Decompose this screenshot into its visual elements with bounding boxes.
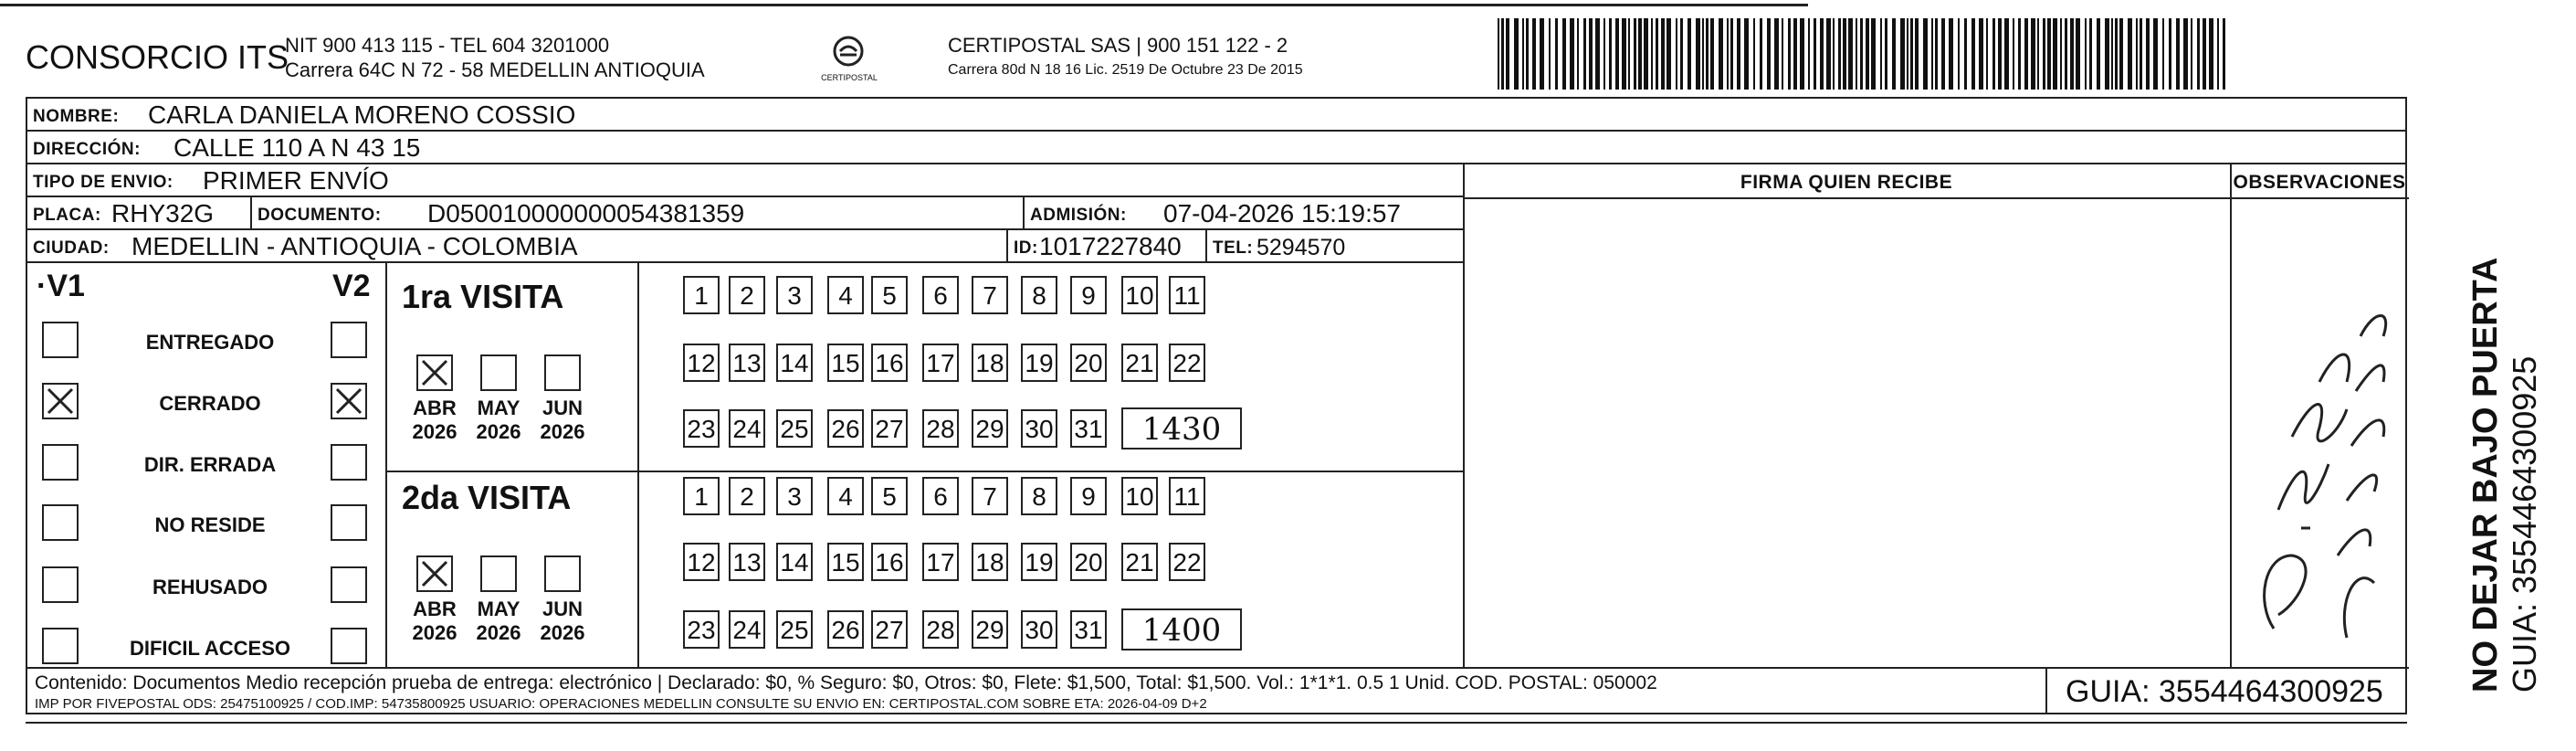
barcode-bar (1800, 18, 1804, 90)
month-name: ABR (413, 397, 457, 419)
barcode-bar (1958, 18, 1960, 90)
v1-checkbox[interactable] (42, 383, 79, 419)
direccion-label: DIRECCIÓN: (33, 140, 141, 159)
month-checkbox[interactable] (416, 555, 453, 592)
barcode-bar (2053, 18, 2057, 90)
barcode-bar (1727, 18, 1729, 90)
barcode-bar (1532, 18, 1536, 90)
day-box[interactable]: 13 (729, 344, 765, 382)
x-mark-icon (418, 557, 451, 590)
barcode-bar (1555, 18, 1558, 90)
footer-guia: GUIA: 3554464300925 (2066, 674, 2383, 709)
day-box[interactable]: 28 (922, 409, 959, 448)
month-checkbox[interactable] (480, 354, 517, 391)
barcode-bar (1753, 18, 1755, 90)
company-nit: NIT 900 413 115 - TEL 604 3201000 (285, 34, 610, 57)
barcode-bar (2097, 18, 2100, 90)
barcode-bar (1814, 18, 1816, 90)
barcode-bar (1782, 18, 1783, 90)
barcode-bar (2153, 18, 2158, 90)
day-box[interactable]: 12 (683, 543, 720, 581)
barcode-bar (2065, 18, 2067, 90)
documento-value: D050010000000054381359 (427, 199, 745, 227)
barcode-bar (1986, 18, 1988, 90)
barcode-bar (2209, 18, 2213, 90)
ciudad-value: MEDELLIN - ANTIOQUIA - COLOMBIA (131, 232, 578, 260)
day-box[interactable]: 29 (972, 610, 1008, 649)
documento-label: DOCUMENTO: (258, 206, 382, 225)
barcode-bar (1885, 18, 1887, 90)
visit2-title: 2da VISITA (402, 479, 572, 516)
barcode-bar (1719, 18, 1723, 90)
barcode-bar (1998, 18, 2002, 90)
barcode-bar (1570, 18, 1574, 90)
day-box[interactable]: 10 (1121, 276, 1158, 314)
day-box[interactable]: 20 (1070, 543, 1107, 581)
barcode-bar (2070, 18, 2074, 90)
barcode-bar (2111, 18, 2113, 90)
barcode-bar (2146, 18, 2150, 90)
barcode-bar (1622, 18, 1626, 90)
barcode-bar (1880, 18, 1882, 90)
day-box[interactable]: 7 (972, 276, 1008, 314)
barcode-bar (1498, 18, 1499, 90)
ciudad-label: CIUDAD: (33, 238, 110, 258)
v2-checkbox[interactable] (331, 383, 367, 419)
status-label: CERRADO (159, 392, 261, 415)
day-box[interactable]: 30 (1021, 610, 1057, 649)
day-box[interactable]: 18 (972, 543, 1008, 581)
direccion-row (27, 132, 2405, 164)
observaciones-label: OBSERVACIONES (2233, 172, 2406, 193)
barcode-bar (1540, 18, 1544, 90)
barcode-bar (1634, 18, 1636, 90)
barcode-bar (2217, 18, 2219, 90)
nombre-label: NOMBRE: (33, 107, 120, 126)
v2-checkbox[interactable] (331, 322, 367, 358)
barcode-bar (2085, 18, 2087, 90)
tipo-value: PRIMER ENVÍO (203, 166, 389, 195)
divider (250, 197, 252, 228)
day-box[interactable]: 8 (1021, 276, 1057, 314)
month-checkbox[interactable] (544, 354, 581, 391)
x-mark-icon (418, 356, 451, 389)
day-box[interactable]: 9 (1070, 276, 1107, 314)
day-box[interactable]: 16 (871, 543, 908, 581)
barcode-bar (2037, 18, 2039, 90)
day-box[interactable]: 30 (1021, 409, 1057, 448)
barcode-bar (1760, 18, 1762, 90)
day-box[interactable]: 25 (776, 610, 813, 649)
v2-checkbox[interactable] (331, 566, 367, 603)
divider (1023, 197, 1025, 228)
tipo-label: TIPO DE ENVIO: (33, 173, 173, 192)
day-box[interactable]: 15 (827, 344, 864, 382)
month-year: 2026 (540, 420, 585, 443)
certipostal-info (948, 33, 1303, 82)
month-checkbox[interactable] (416, 354, 453, 391)
day-box[interactable]: 22 (1169, 344, 1205, 382)
footer-contenido: Contenido: Documentos Medio recepción prueba de entrega: electrónico | Declarado: $0, % Seguro: $0, Otros: $0, Flete: $1,500, Total: $1,500. Vol.: 1*1*1. 0.5 1 Unid. COD. POSTAL: 050002 (35, 672, 1657, 693)
barcode-bar (1737, 18, 1740, 90)
barcode-bar (1900, 18, 1905, 90)
day-box[interactable]: 9 (1070, 477, 1107, 515)
barcode-bar (1667, 18, 1671, 90)
barcode-bar (1971, 18, 1975, 90)
company-info (285, 33, 705, 82)
barcode-bar (1907, 18, 1908, 90)
ciudad-row (27, 230, 1463, 263)
visit-divider (385, 471, 1463, 472)
visit-time-box[interactable]: 1430 (1121, 407, 1242, 450)
day-box[interactable]: 14 (776, 344, 813, 382)
day-box[interactable]: 2 (729, 477, 765, 515)
v2-checkbox[interactable] (331, 504, 367, 541)
barcode-bar (2076, 18, 2080, 90)
visit1-title: 1ra VISITA (402, 278, 564, 315)
barcode (1498, 18, 2228, 90)
barcode-bar (1910, 18, 1913, 90)
company-name: CONSORCIO ITS (26, 38, 289, 76)
barcode-bar (1871, 18, 1876, 90)
barcode-bar (1506, 18, 1509, 90)
barcode-bar (2136, 18, 2138, 90)
barcode-bar (2140, 18, 2142, 90)
barcode-bar (1615, 18, 1619, 90)
tipo-row (27, 164, 1463, 197)
day-box[interactable]: 4 (827, 477, 864, 515)
barcode-bar (2119, 18, 2123, 90)
barcode-bar (1788, 18, 1791, 90)
month-year: 2026 (412, 420, 457, 443)
day-box[interactable]: 1 (683, 477, 720, 515)
barcode-bar (2060, 18, 2062, 90)
barcode-bar (2128, 18, 2132, 90)
barcode-bar (1979, 18, 1983, 90)
day-box[interactable]: 25 (776, 409, 813, 448)
barcode-bar (1603, 18, 1605, 90)
month-name: MAY (477, 397, 520, 419)
day-box[interactable]: 23 (683, 409, 720, 448)
v1-checkbox[interactable] (42, 322, 79, 358)
month-year: 2026 (540, 621, 585, 644)
firma-divider (1463, 164, 1465, 667)
v2-checkbox[interactable] (331, 628, 367, 664)
barcode-bar (1915, 18, 1919, 90)
barcode-bar (1702, 18, 1704, 90)
company-address: Carrera 64C N 72 - 58 MEDELLIN ANTIOQUIA (285, 58, 705, 81)
day-box[interactable]: 12 (683, 344, 720, 382)
month-year: 2026 (476, 621, 521, 644)
side-guia: GUIA: 3554464300925 (2506, 355, 2543, 693)
barcode-bar (2197, 18, 2200, 90)
month-checkbox[interactable] (544, 555, 581, 592)
barcode-bar (1661, 18, 1665, 90)
day-box[interactable]: 11 (1169, 477, 1205, 515)
day-box[interactable]: 13 (729, 543, 765, 581)
day-box[interactable]: 14 (776, 543, 813, 581)
barcode-bar (1941, 18, 1945, 90)
barcode-bar (1609, 18, 1612, 90)
status-label: REHUSADO (152, 576, 268, 598)
day-box[interactable]: 19 (1021, 543, 1057, 581)
barcode-bar (1992, 18, 1995, 90)
barcode-bar (1833, 18, 1835, 90)
month-label (403, 397, 467, 444)
day-box[interactable]: 23 (683, 610, 720, 649)
barcode-bar (1820, 18, 1824, 90)
barcode-bar (2004, 18, 2009, 90)
barcode-bar (1964, 18, 1967, 90)
footer-guia-divider (2045, 667, 2047, 714)
barcode-bar (2105, 18, 2109, 90)
day-box[interactable]: 24 (729, 409, 765, 448)
day-box[interactable]: 5 (871, 477, 908, 515)
x-mark-icon (332, 385, 365, 418)
barcode-bar (2223, 18, 2225, 90)
month-label (531, 598, 594, 645)
day-box[interactable]: 3 (776, 276, 813, 314)
months-divider (637, 263, 639, 667)
v2-checkbox[interactable] (331, 444, 367, 481)
month-label (467, 598, 531, 645)
day-box[interactable]: 24 (729, 610, 765, 649)
certipostal-name: CERTIPOSTAL SAS | 900 151 122 - 2 (948, 34, 1288, 57)
barcode-bar (1577, 18, 1579, 90)
footer-imp: IMP POR FIVEPOSTAL ODS: 25475100925 / COD.IMP: 54735800925 USUARIO: OPERACIONES MEDELLIN CONSULTE SU ENVIO EN: CERTIPOSTAL.COM SOBRE ETA: 2026-04-09 D+2 (35, 696, 1207, 712)
id-label: ID: (1014, 238, 1038, 258)
day-box[interactable]: 20 (1070, 344, 1107, 382)
barcode-bar (1931, 18, 1933, 90)
barcode-bar (1583, 18, 1586, 90)
month-name: JUN (541, 397, 583, 419)
barcode-bar (1838, 18, 1841, 90)
divider (1205, 230, 1207, 261)
barcode-bar (2024, 18, 2028, 90)
month-name: JUN (541, 598, 583, 620)
day-box[interactable]: 31 (1070, 610, 1107, 649)
day-box[interactable]: 26 (827, 610, 864, 649)
barcode-bar (1656, 18, 1658, 90)
day-box[interactable]: 11 (1169, 276, 1205, 314)
day-box[interactable]: 4 (827, 276, 864, 314)
day-box[interactable]: 3 (776, 477, 813, 515)
side-note (2466, 258, 2544, 693)
day-box[interactable]: 18 (972, 344, 1008, 382)
barcode-bar (2176, 18, 2180, 90)
barcode-bar (1808, 18, 1810, 90)
barcode-bar (1892, 18, 1896, 90)
barcode-bar (1595, 18, 1600, 90)
barcode-bar (1628, 18, 1630, 90)
day-box[interactable]: 6 (922, 276, 959, 314)
barcode-bar (1710, 18, 1714, 90)
placa-value: RHY32G (111, 199, 215, 227)
barcode-bar (1514, 18, 1519, 90)
barcode-bar (1826, 18, 1831, 90)
admision-value: 07-04-2026 15:19:57 (1163, 199, 1401, 227)
top-rule (0, 4, 1808, 6)
day-box[interactable]: 29 (972, 409, 1008, 448)
day-box[interactable]: 2 (729, 276, 765, 314)
month-label (467, 397, 531, 444)
barcode-bar (2183, 18, 2188, 90)
month-name: MAY (477, 598, 520, 620)
divider (1006, 230, 1008, 261)
barcode-bar (1526, 18, 1529, 90)
barcode-bar (1860, 18, 1863, 90)
logo-text: CERTIPOSTAL (821, 73, 878, 82)
v1-checkbox[interactable] (42, 504, 79, 541)
barcode-bar (1680, 18, 1683, 90)
barcode-bar (1793, 18, 1797, 90)
barcode-bar (2031, 18, 2035, 90)
v1-header: ·V1 (37, 269, 85, 303)
footer-divider (27, 667, 2409, 669)
tel-value: 5294570 (1256, 235, 1346, 260)
status-label: ENTREGADO (145, 331, 275, 354)
barcode-bar (1651, 18, 1653, 90)
day-box[interactable]: 17 (922, 543, 959, 581)
barcode-bar (1589, 18, 1593, 90)
v1-checkbox[interactable] (42, 444, 79, 481)
barcode-bar (1848, 18, 1853, 90)
bottom-rule (26, 722, 2407, 724)
firma-header-line (1463, 197, 2409, 199)
id-value: 1017227840 (1039, 232, 1182, 260)
handwritten-observation-icon (2237, 254, 2402, 656)
month-name: ABR (413, 598, 457, 620)
direccion-value: CALLE 110 A N 43 15 (173, 133, 421, 162)
month-label (403, 598, 467, 645)
day-box[interactable]: 28 (922, 610, 959, 649)
barcode-bar (2162, 18, 2164, 90)
month-year: 2026 (412, 621, 457, 644)
month-label (531, 397, 594, 444)
visit-time-box[interactable]: 1400 (1121, 608, 1242, 651)
observaciones-divider (2230, 164, 2232, 667)
barcode-bar (2013, 18, 2014, 90)
day-box[interactable]: 8 (1021, 477, 1057, 515)
placa-row (27, 197, 1463, 230)
barcode-bar (1638, 18, 1642, 90)
day-box[interactable]: 1 (683, 276, 720, 314)
v2-header: V2 (332, 269, 371, 303)
barcode-bar (1688, 18, 1691, 90)
barcode-bar (1923, 18, 1928, 90)
admision-label: ADMISIÓN: (1030, 206, 1127, 225)
barcode-bar (1549, 18, 1551, 90)
barcode-bar (1744, 18, 1749, 90)
day-box[interactable]: 21 (1121, 543, 1158, 581)
barcode-bar (1730, 18, 1733, 90)
day-box[interactable]: 26 (827, 409, 864, 448)
tel-label: TEL: (1213, 238, 1254, 258)
barcode-bar (2191, 18, 2192, 90)
day-box[interactable]: 17 (922, 344, 959, 382)
day-box[interactable]: 31 (1070, 409, 1107, 448)
delivery-form (26, 97, 2407, 714)
day-box[interactable]: 15 (827, 543, 864, 581)
barcode-bar (1856, 18, 1857, 90)
day-box[interactable]: 7 (972, 477, 1008, 515)
day-box[interactable]: 16 (871, 344, 908, 382)
status-divider (385, 263, 387, 667)
barcode-bar (1949, 18, 1953, 90)
day-box[interactable]: 21 (1121, 344, 1158, 382)
month-checkbox[interactable] (480, 555, 517, 592)
barcode-bar (1706, 18, 1709, 90)
day-box[interactable]: 10 (1121, 477, 1158, 515)
barcode-bar (1501, 18, 1504, 90)
nombre-value: CARLA DANIELA MORENO COSSIO (148, 100, 576, 129)
status-label: DIFICIL ACCESO (129, 637, 290, 660)
side-warning: NO DEJAR BAJO PUERTA (2466, 257, 2505, 693)
day-box[interactable]: 27 (871, 409, 908, 448)
barcode-bar (2018, 18, 2021, 90)
firma-label: FIRMA QUIEN RECIBE (1740, 172, 1953, 193)
barcode-bar (1843, 18, 1846, 90)
status-label: DIR. ERRADA (143, 453, 277, 476)
barcode-bar (2115, 18, 2118, 90)
certipostal-address: Carrera 80d N 18 16 Lic. 2519 De Octubre 23 De 2015 (948, 62, 1303, 78)
barcode-bar (1866, 18, 1869, 90)
v1-checkbox[interactable] (42, 628, 79, 664)
barcode-bar (1676, 18, 1677, 90)
v1-checkbox[interactable] (42, 566, 79, 603)
barcode-bar (1767, 18, 1771, 90)
status-label: NO RESIDE (154, 513, 266, 536)
placa-label: PLACA: (33, 206, 101, 225)
barcode-bar (2043, 18, 2045, 90)
barcode-bar (2047, 18, 2051, 90)
day-box[interactable]: 6 (922, 477, 959, 515)
barcode-bar (1696, 18, 1700, 90)
month-year: 2026 (476, 420, 521, 443)
day-box[interactable]: 27 (871, 610, 908, 649)
day-box[interactable]: 19 (1021, 344, 1057, 382)
nombre-row (27, 99, 2405, 132)
barcode-bar (1644, 18, 1648, 90)
barcode-bar (1774, 18, 1779, 90)
barcode-bar (1562, 18, 1566, 90)
barcode-bar (1522, 18, 1524, 90)
x-mark-icon (44, 385, 77, 418)
barcode-bar (2203, 18, 2206, 90)
barcode-bar (2169, 18, 2171, 90)
barcode-bar (2089, 18, 2092, 90)
barcode-bar (1935, 18, 1938, 90)
day-box[interactable]: 22 (1169, 543, 1205, 581)
day-box[interactable]: 5 (871, 276, 908, 314)
